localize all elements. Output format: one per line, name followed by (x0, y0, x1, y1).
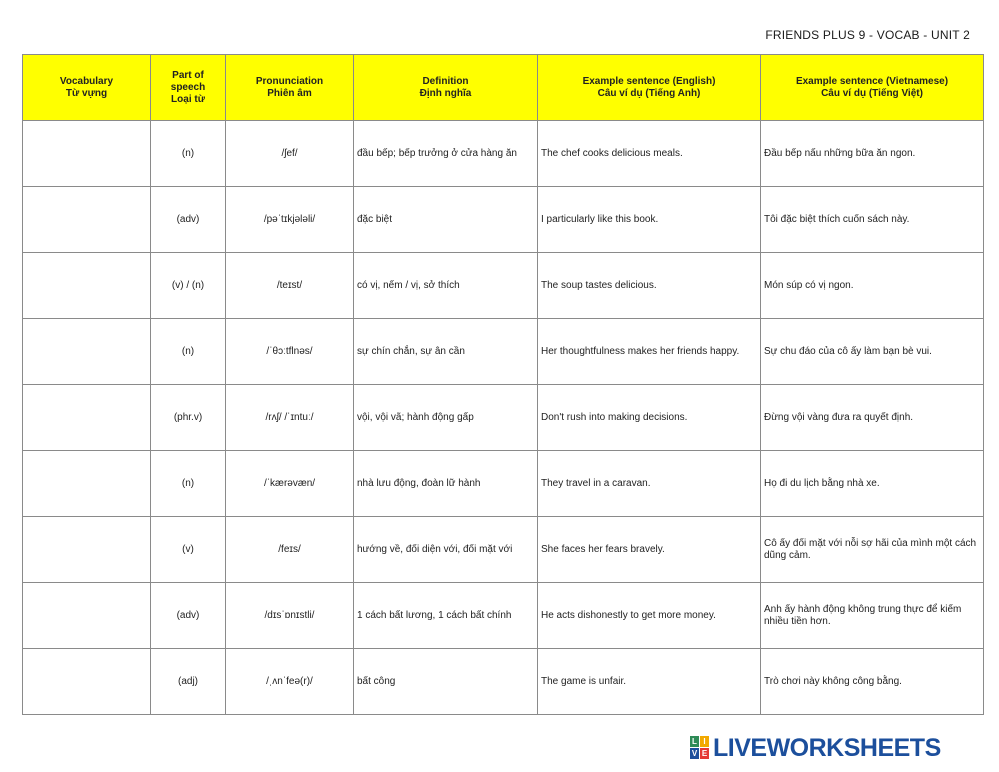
part-of-speech-cell: (n) (151, 319, 226, 385)
logo-letter-tile: L (690, 736, 699, 747)
example-english-cell: Her thoughtfulness makes her friends happy. (538, 319, 761, 385)
liveworksheets-logo-text: LIVEWORKSHEETS (713, 733, 941, 762)
part-of-speech-cell: (v) / (n) (151, 253, 226, 319)
example-english-cell: Don't rush into making decisions. (538, 385, 761, 451)
pronunciation-cell: /teɪst/ (226, 253, 354, 319)
pronunciation-cell: /ˌʌnˈfeə(r)/ (226, 649, 354, 715)
vocabulary-cell[interactable] (23, 121, 151, 187)
definition-cell: đặc biệt (354, 187, 538, 253)
example-english-cell: I particularly like this book. (538, 187, 761, 253)
liveworksheets-logo-icon (690, 736, 710, 760)
definition-cell: hướng về, đối diện với, đối mặt với (354, 517, 538, 583)
table-row (23, 187, 984, 253)
logo-letter-tile: V (691, 749, 698, 758)
table-header-row (23, 55, 984, 121)
column-header-example-vietnamese: Example sentence (Vietnamese) Câu ví dụ (Tiếng Việt) (761, 55, 984, 121)
column-header-vocabulary: Vocabulary Từ vựng (23, 55, 151, 121)
example-vietnamese-cell: Đừng vội vàng đưa ra quyết định. (761, 385, 984, 451)
vocabulary-cell[interactable] (23, 253, 151, 319)
table-row (23, 517, 984, 583)
table-row (23, 253, 984, 319)
column-header-part-of-speech: Part of speech Loại từ (151, 55, 226, 121)
pronunciation-cell: /feɪs/ (226, 517, 354, 583)
vocab-table (22, 54, 984, 715)
part-of-speech-cell: (phr.v) (151, 385, 226, 451)
pronunciation-cell: /ʃef/ (226, 121, 354, 187)
pronunciation-cell: /ˈkærəvæn/ (226, 451, 354, 517)
table-row (23, 451, 984, 517)
example-vietnamese-cell: Món súp có vị ngon. (761, 253, 984, 319)
table-row (23, 649, 984, 715)
example-english-cell: The game is unfair. (538, 649, 761, 715)
table-row (23, 385, 984, 451)
part-of-speech-cell: (n) (151, 121, 226, 187)
vocabulary-cell[interactable] (23, 385, 151, 451)
part-of-speech-cell: (adv) (151, 187, 226, 253)
example-vietnamese-cell: Cô ấy đối mặt với nỗi sợ hãi của mình một cách dũng cảm. (761, 517, 984, 583)
table-row (23, 583, 984, 649)
pronunciation-cell: /pəˈtɪkjələli/ (226, 187, 354, 253)
logo-letter-tile: I (700, 736, 709, 747)
vocabulary-cell[interactable] (23, 451, 151, 517)
pronunciation-cell: /rʌʃ/ /ˈɪntuː/ (226, 385, 354, 451)
part-of-speech-cell: (n) (151, 451, 226, 517)
column-header-definition: Definition Định nghĩa (354, 55, 538, 121)
example-vietnamese-cell: Trò chơi này không công bằng. (761, 649, 984, 715)
definition-cell: bất công (354, 649, 538, 715)
example-vietnamese-cell: Anh ấy hành động không trung thực để kiếm nhiều tiền hơn. (761, 583, 984, 649)
example-english-cell: He acts dishonestly to get more money. (538, 583, 761, 649)
part-of-speech-cell: (adj) (151, 649, 226, 715)
example-english-cell: They travel in a caravan. (538, 451, 761, 517)
pronunciation-cell: /dɪsˈɒnɪstli/ (226, 583, 354, 649)
part-of-speech-cell: (adv) (151, 583, 226, 649)
example-vietnamese-cell: Sự chu đáo của cô ấy làm bạn bè vui. (761, 319, 984, 385)
definition-cell: nhà lưu động, đoàn lữ hành (354, 451, 538, 517)
definition-cell: vội, vội vã; hành động gấp (354, 385, 538, 451)
example-english-cell: The chef cooks delicious meals. (538, 121, 761, 187)
pronunciation-cell: /ˈθɔːtflnəs/ (226, 319, 354, 385)
column-header-example-english: Example sentence (English) Câu ví dụ (Tiếng Anh) (538, 55, 761, 121)
definition-cell: 1 cách bất lương, 1 cách bất chính (354, 583, 538, 649)
definition-cell: sự chín chắn, sự ân cần (354, 319, 538, 385)
document-title: FRIENDS PLUS 9 - VOCAB - UNIT 2 (765, 28, 970, 42)
example-vietnamese-cell: Đầu bếp nấu những bữa ăn ngon. (761, 121, 984, 187)
example-vietnamese-cell: Tôi đặc biệt thích cuốn sách này. (761, 187, 984, 253)
example-english-cell: She faces her fears bravely. (538, 517, 761, 583)
vocabulary-cell[interactable] (23, 187, 151, 253)
vocabulary-cell[interactable] (23, 517, 151, 583)
example-english-cell: The soup tastes delicious. (538, 253, 761, 319)
vocabulary-cell[interactable] (23, 319, 151, 385)
logo-letter-tile: E (701, 749, 708, 758)
column-header-pronunciation: Pronunciation Phiên âm (226, 55, 354, 121)
vocabulary-cell[interactable] (23, 649, 151, 715)
part-of-speech-cell: (v) (151, 517, 226, 583)
example-vietnamese-cell: Họ đi du lịch bằng nhà xe. (761, 451, 984, 517)
definition-cell: đầu bếp; bếp trưởng ở cửa hàng ăn (354, 121, 538, 187)
definition-cell: có vị, nếm / vị, sở thích (354, 253, 538, 319)
vocabulary-cell[interactable] (23, 583, 151, 649)
liveworksheets-logo (690, 735, 941, 761)
table-row (23, 319, 984, 385)
table-row (23, 121, 984, 187)
